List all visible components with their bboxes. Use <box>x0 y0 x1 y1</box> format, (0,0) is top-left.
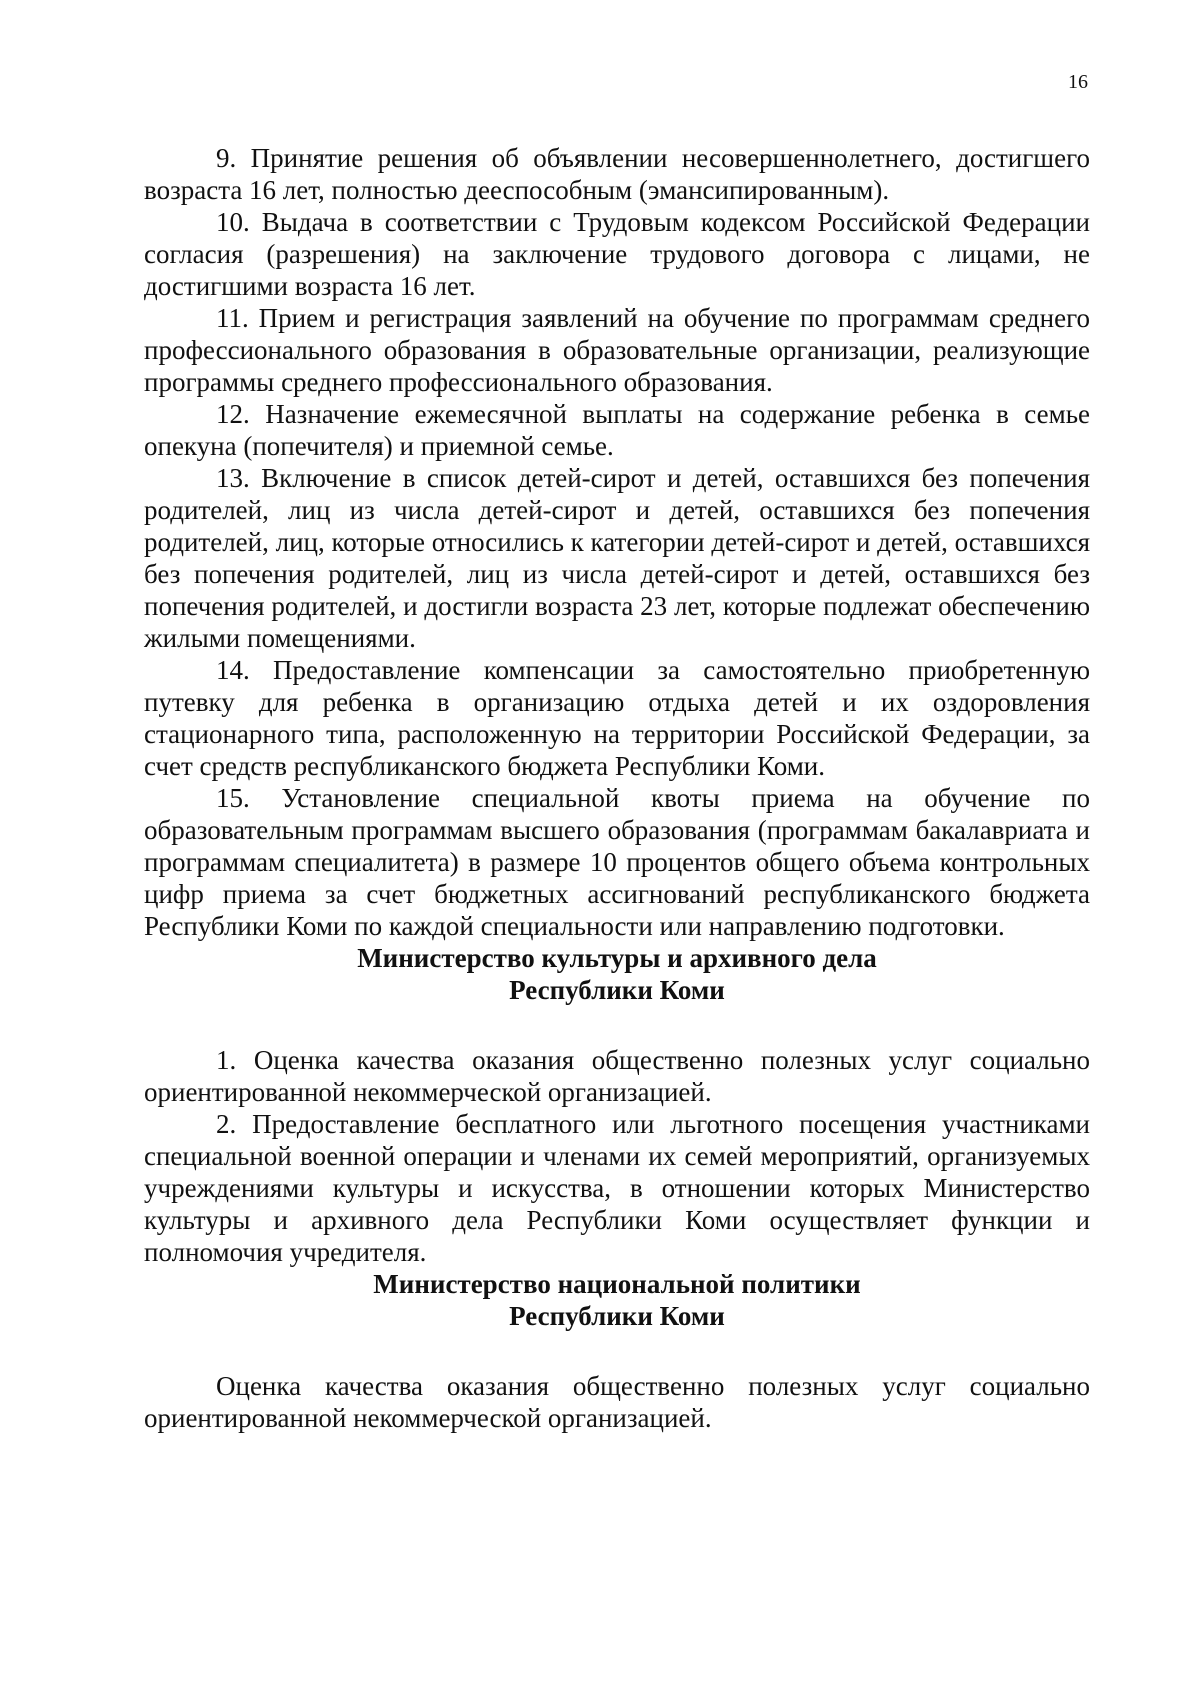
paragraph-item-2: 2. Предоставление бесплатного или льготного посещения участниками специальной военной операции и членами их семей мероприятий, организуемых учреждениями культуры и искусства, в отношении которых Министерство культуры и архивного дела Республики Коми осуществляет функции и полномочия учредителя. <box>144 1109 1090 1267</box>
paragraph-item-14: 14. Предоставление компенсации за самостоятельно приобретенную путевку для ребенка в организацию отдыха детей и их оздоровления стационарного типа, расположенную на территории Российской Федерации, за счет средств республиканского бюджета Республики Коми. <box>144 655 1090 781</box>
heading-line-2: Республики Коми <box>509 1301 725 1331</box>
paragraph-item-13: 13. Включение в список детей-сирот и детей, оставшихся без попечения родителей, лиц из числа детей-сирот и детей, оставшихся без попечения родителей, лиц, которые относились к категории детей-сирот и детей, оставшихся без попечения родителей, лиц из числа детей-сирот и детей, оставшихся без попечения родителей, и достигли возраста 23 лет, которые подлежат обеспечению жилыми помещениями. <box>144 463 1090 653</box>
paragraph-item: Оценка качества оказания общественно полезных услуг социально ориентированной некоммерческой организацией. <box>144 1371 1090 1433</box>
paragraph-item-10: 10. Выдача в соответствии с Трудовым кодексом Российской Федерации согласия (разрешения) на заключение трудового договора с лицами, не достигшими возраста 16 лет. <box>144 207 1090 301</box>
paragraph-item-11: 11. Прием и регистрация заявлений на обучение по программам среднего профессионального образования в образовательные организации, реализующие программы среднего профессионального образования. <box>144 303 1090 397</box>
heading-line-1: Министерство национальной политики <box>373 1269 861 1299</box>
section-heading <box>144 1268 1090 1332</box>
paragraph-item-1: 1. Оценка качества оказания общественно полезных услуг социально ориентированной некоммерческой организацией. <box>144 1045 1090 1107</box>
section-heading <box>144 942 1090 1006</box>
heading-line-2: Республики Коми <box>509 975 725 1005</box>
section-education-services <box>144 142 1090 942</box>
document-body <box>144 142 1090 1434</box>
heading-line-1: Министерство культуры и архивного дела <box>357 943 877 973</box>
paragraph-item-12: 12. Назначение ежемесячной выплаты на содержание ребенка в семье опекуна (попечителя) и приемной семье. <box>144 399 1090 461</box>
section-national-policy-ministry <box>144 1268 1090 1434</box>
paragraph-item-15: 15. Установление специальной квоты приема на обучение по образовательным программам высшего образования (программам бакалавриата и программам специалитета) в размере 10 процентов общего объема контрольных цифр приема за счет бюджетных ассигнований республиканского бюджета Республики Коми по каждой специальности или направлению подготовки. <box>144 783 1090 941</box>
page-number: 16 <box>1068 71 1088 93</box>
section-culture-ministry <box>144 942 1090 1268</box>
paragraph-item-9: 9. Принятие решения об объявлении несовершеннолетнего, достигшего возраста 16 лет, полностью дееспособным (эмансипированным). <box>144 143 1090 205</box>
